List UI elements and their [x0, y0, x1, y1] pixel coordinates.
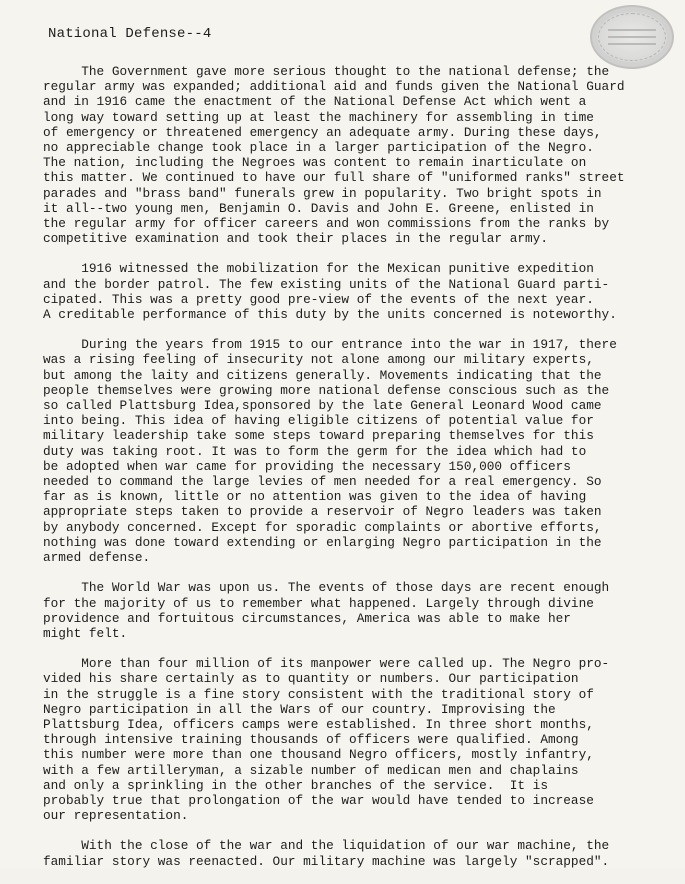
paragraph-3	[43, 337, 663, 565]
text-line: of emergency or threatened emergency an adequate army. During these days,	[43, 124, 602, 140]
text-line: our representation.	[43, 808, 189, 824]
text-line: the regular army for officer careers and won commissions from the ranks by	[43, 216, 610, 232]
text-line: far as is known, little or no attention was given to the idea of having	[43, 489, 587, 505]
paragraph-5	[43, 656, 663, 823]
text-line: familiar story was reenacted. Our military machine was largely "scrapped".	[43, 853, 610, 869]
text-line: through intensive training thousands of officers were qualified. Among	[43, 732, 579, 748]
paragraph-6	[43, 838, 663, 868]
text-line: with a few artilleryman, a sizable number of medican men and chaplains	[43, 762, 579, 778]
text-line: competitive examination and took their places in the regular army.	[43, 231, 548, 247]
text-line: During the years from 1915 to our entrance into the war in 1917, there	[43, 337, 617, 353]
text-line: but among the laity and citizens generally. Movements indicating that the	[43, 367, 602, 383]
text-line: With the close of the war and the liquidation of our war machine, the	[43, 838, 610, 854]
text-line: this matter. We continued to have our full share of "uniformed ranks" street	[43, 170, 625, 186]
text-line: and only a sprinkling in the other branches of the service. It is	[43, 777, 548, 793]
body-text	[43, 64, 663, 884]
paragraph-2	[43, 261, 663, 322]
text-line: no appreciable change took place in a larger participation of the Negro.	[43, 140, 594, 156]
page-header: National Defense--4	[48, 26, 212, 42]
text-line: was a rising feeling of insecurity not alone among our military experts,	[43, 352, 594, 368]
text-line: military leadership take some steps toward preparing themselves for this	[43, 428, 594, 444]
paragraph-1	[43, 64, 663, 246]
text-line: it all--two young men, Benjamin O. Davis and John E. Greene, enlisted in	[43, 200, 594, 216]
text-line: needed to command the large levies of men needed for a real emergency. So	[43, 474, 602, 490]
text-line: The nation, including the Negroes was content to remain inarticulate on	[43, 155, 587, 171]
text-line: armed defense.	[43, 550, 151, 566]
text-line: parades and "brass band" funerals grew in popularity. Two bright spots in	[43, 185, 602, 201]
text-line: and the border patrol. The few existing units of the National Guard parti-	[43, 276, 610, 292]
text-line: long way toward setting up at least the machinery for assembling in time	[43, 109, 594, 125]
text-line: nothing was done toward extending or enlarging Negro participation in the	[43, 534, 602, 550]
text-line: The World War was upon us. The events of those days are recent enough	[43, 580, 610, 596]
text-line: Negro participation in all the Wars of our country. Improvising the	[43, 701, 556, 717]
text-line: into being. This idea of having eligible citizens of potential value for	[43, 413, 594, 429]
text-line: this number were more than one thousand Negro officers, mostly infantry,	[43, 747, 594, 763]
text-line: duty was taking root. It was to form the germ for the idea which had to	[43, 443, 587, 459]
text-line: The Government gave more serious thought to the national defense; the	[43, 64, 610, 79]
text-line: might felt.	[43, 625, 128, 641]
text-line: for the majority of us to remember what happened. Largely through divine	[43, 595, 594, 611]
text-line: people themselves were growing more national defense conscious such as the	[43, 382, 610, 398]
paragraph-4	[43, 580, 663, 641]
text-line: A creditable performance of this duty by the units concerned is noteworthy.	[43, 307, 617, 323]
text-line: cipated. This was a pretty good pre-view of the events of the next year.	[43, 291, 594, 307]
text-line: probably true that prolongation of the war would have tended to increase	[43, 792, 594, 808]
text-line: so called Plattsburg Idea,sponsored by the late General Leonard Wood came	[43, 398, 602, 414]
text-line: be adopted when war came for providing the necessary 150,000 officers	[43, 458, 571, 474]
text-line: and in 1916 came the enactment of the National Defense Act which went a	[43, 94, 587, 110]
text-line: 1916 witnessed the mobilization for the Mexican punitive expedition	[43, 261, 594, 277]
text-line: Plattsburg Idea, officers camps were established. In three short months,	[43, 716, 594, 732]
text-line: vided his share certainly as to quantity or numbers. Our participation	[43, 671, 579, 687]
text-line: regular army was expanded; additional aid and funds given the National Guard	[43, 79, 625, 95]
text-line: by anybody concerned. Except for sporadic complaints or abortive efforts,	[43, 519, 602, 535]
text-line: in the struggle is a fine story consistent with the traditional story of	[43, 686, 594, 702]
archive-stamp	[590, 5, 674, 69]
text-line: More than four million of its manpower were called up. The Negro pro-	[43, 656, 610, 672]
text-line: appropriate steps taken to provide a reservoir of Negro leaders was taken	[43, 504, 602, 520]
text-line: providence and fortuitous circumstances, America was able to make her	[43, 610, 571, 626]
